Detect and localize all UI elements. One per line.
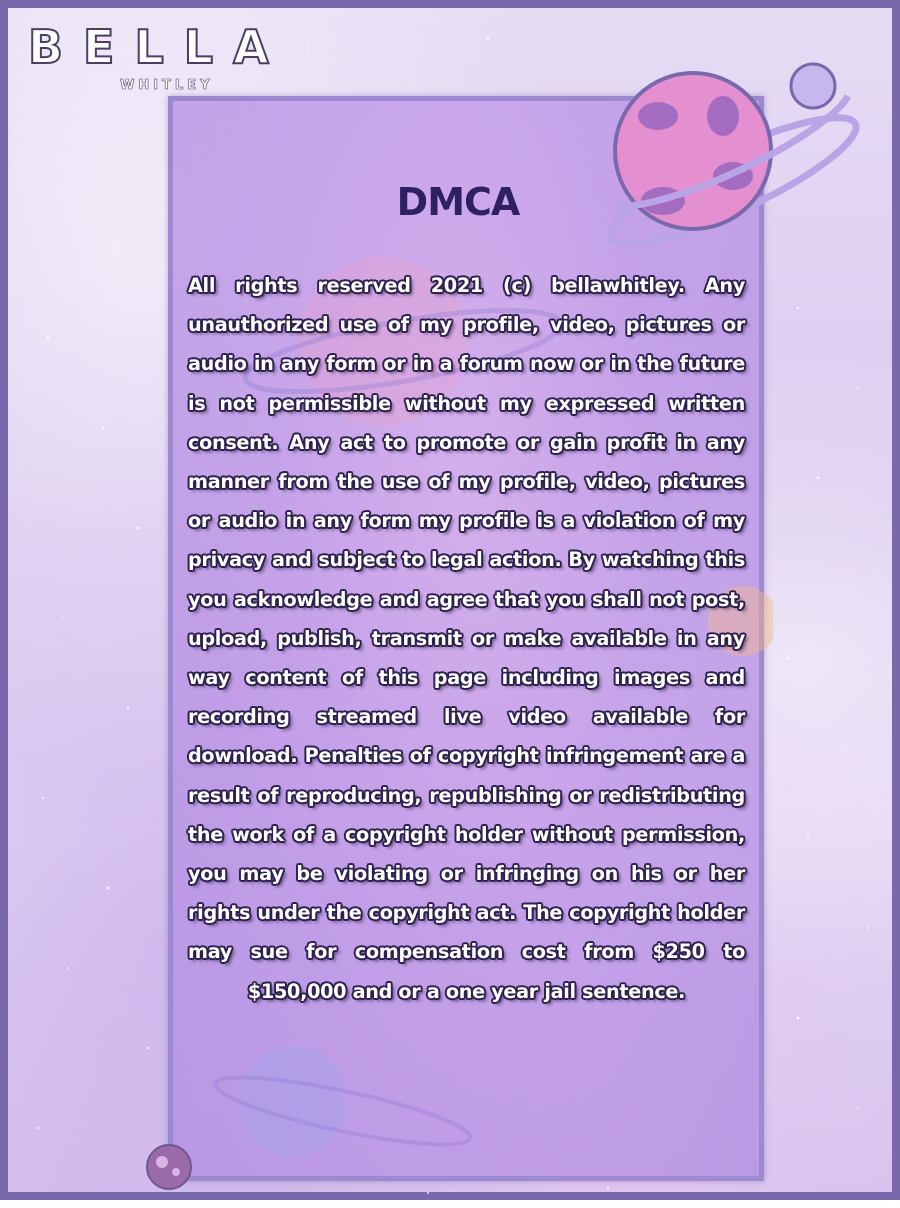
brand-name: BELLA — [28, 20, 289, 74]
dmca-notice-text: All rights reserved 2021 (c) bellawhitley. Any unauthorized use of my profile, video, pictures or audio in any form or in a forum now or in the future is not permissible without my expressed written consent. Any act to promote or gain profit in any manner from the use of my profile, video, pictures or audio in any form my profile is a violation of my privacy and subject to legal action. By watching this you acknowledge and agree that you shall not post, upload, publish, transmit or make available in any way content of this page including images and recording streamed live video available for download. Penalties of copyright infringement are a result of reproducing, republishing or redistributing the work of a copyright holder without permission, you may be violating or infringing on his or her rights under the copyright act. The copyright holder may sue for compensation cost from $250 to $150,000 and or a one year jail sentence. — [188, 274, 745, 1003]
brand-logo — [28, 20, 328, 93]
page-title: DMCA — [396, 180, 520, 224]
background-lower-planet-icon — [203, 1021, 483, 1181]
brand-subname: WHITLEY — [120, 78, 214, 93]
small-planet-icon — [144, 1142, 194, 1192]
